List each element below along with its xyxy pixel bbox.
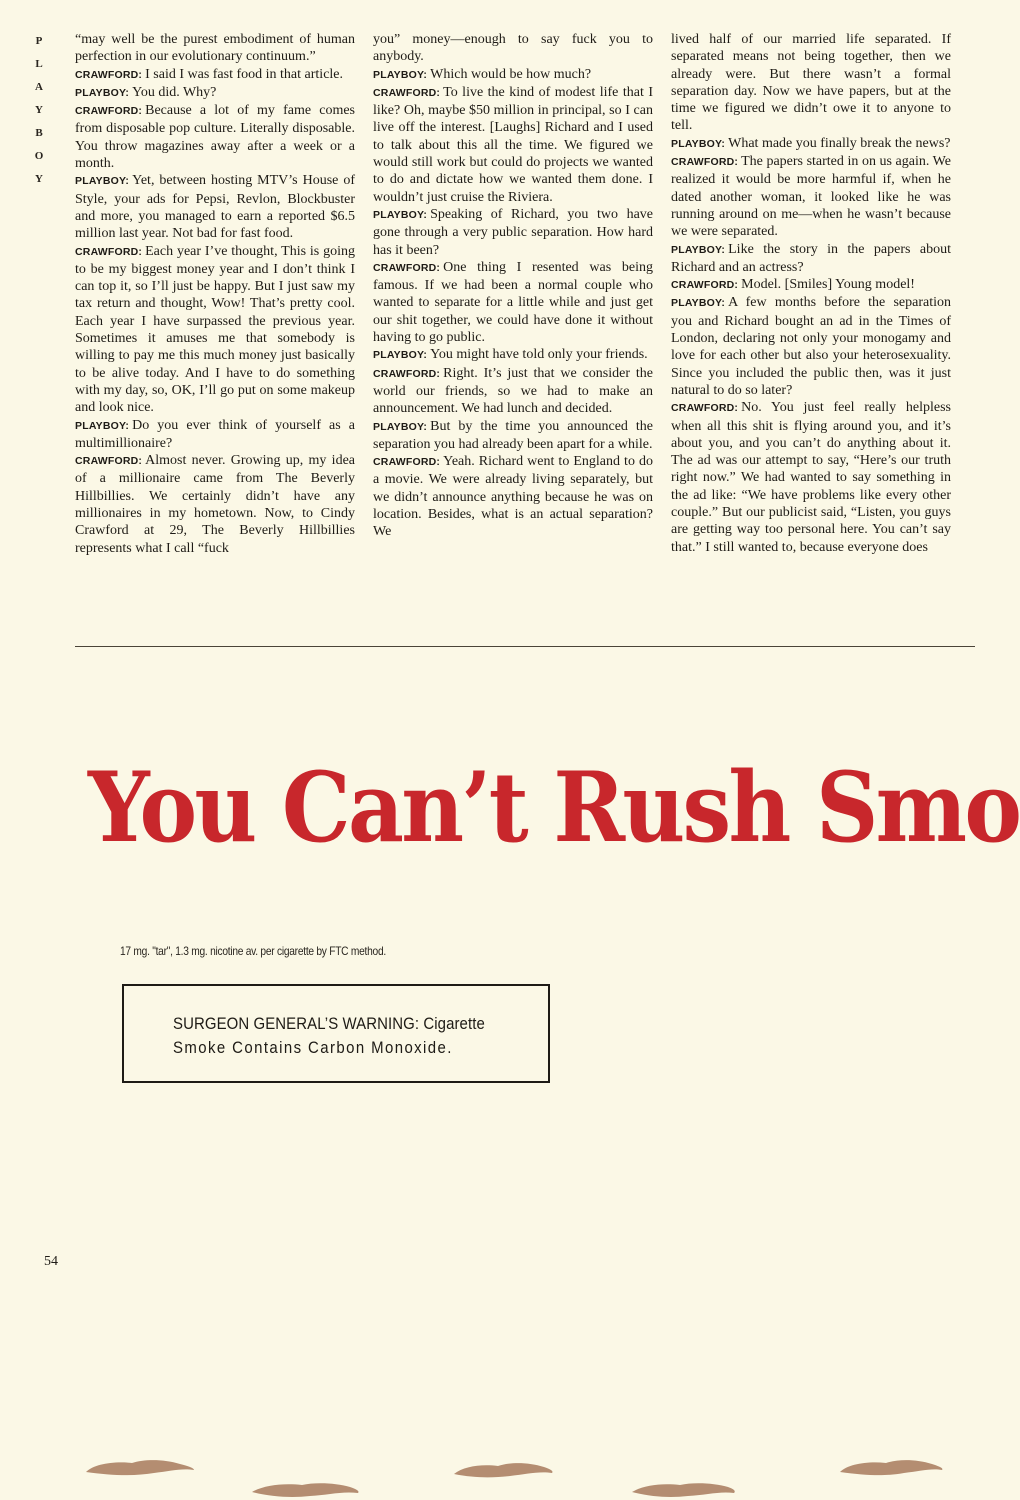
speaker-label: CRAWFORD:: [75, 455, 143, 468]
paragraph-text: Right. It’s just that we consider the world our friends, so we had to make an announcement. We had lunch and decided.: [373, 365, 653, 417]
article-paragraph: [373, 84, 653, 206]
article-paragraph: [373, 66, 653, 84]
speaker-label: CRAWFORD:: [373, 86, 441, 99]
magazine-title-letter: B: [35, 127, 43, 139]
article-column-2: [373, 31, 653, 639]
paragraph-text: “may well be the purest embodiment of human perfection in our evolutionary continuum.”: [75, 32, 355, 65]
paragraph-text: Each year I’ve thought, This is going to be my biggest money year and I don’t think I can top it, so I’ll just be happy. But I just saw my tax return and thought, Wow! That’s pretty cool. Each year I have surpassed the previous year. Sometimes it amuses me that somebody is willing to pay me this much money just basically to be alive today. And I have to do something with my day, so, OK, I’ll go put on some makeup and look nice.: [75, 243, 355, 416]
paragraph-text: Do you ever think of yourself as a multimillionaire?: [75, 417, 355, 451]
smoke-puff-icon: [838, 1456, 946, 1478]
article-paragraph: [75, 102, 355, 172]
paragraph-text: lived half of our married life separated. If separated means not being together, then we already were. But there wasn’t a formal separation day. Now we have papers, but at the time we figured we didn’t owe it to anyone to tell.: [671, 32, 951, 134]
paragraph-text: Like the story in the papers about Richard and an actress?: [671, 241, 951, 275]
surgeon-general-warning: [122, 984, 550, 1083]
speaker-label: CRAWFORD:: [671, 156, 739, 169]
paragraph-text: I said I was fast food in that article.: [145, 66, 344, 82]
speaker-label: PLAYBOY:: [373, 68, 428, 81]
speaker-label: CRAWFORD:: [75, 68, 143, 81]
paragraph-text: You did. Why?: [132, 84, 217, 100]
speaker-label: PLAYBOY:: [671, 137, 726, 150]
magazine-title-letter: Y: [35, 104, 43, 116]
speaker-label: CRAWFORD:: [373, 261, 441, 274]
speaker-label: PLAYBOY:: [373, 420, 428, 433]
speaker-label: PLAYBOY:: [75, 419, 130, 432]
vertical-magazine-title: [30, 30, 48, 191]
paragraph-text: A few months before the separation you and Richard bought an ad in the Times of London, declaring not only your monogamy and love for each other but also your heterosexuality. Since you included the public then, was it just natural to do so later?: [671, 295, 951, 398]
speaker-label: CRAWFORD:: [671, 402, 739, 415]
speaker-label: PLAYBOY:: [373, 349, 428, 362]
paragraph-text: Almost never. Growing up, my idea of a millionaire came from The Beverly Hillbillies. We certainly didn’t have any millionaires in my hometown. Now, to Cindy Crawford at 29, The Beverly Hillbillies represents what I call “fuck: [75, 453, 355, 556]
smoke-puff-icon: [250, 1478, 362, 1500]
paragraph-text: Yet, between hosting MTV’s House of Style, your ads for Pepsi, Revlon, Blockbuster and more, you managed to earn a reported $6.5 million last year. Not bad for fast food.: [75, 173, 355, 242]
tar-nicotine-line: 17 mg. "tar", 1.3 mg. nicotine av. per cigarette by FTC method.: [120, 944, 386, 958]
speaker-label: PLAYBOY:: [671, 243, 726, 256]
article-paragraph: [373, 418, 653, 454]
article-paragraph: [75, 31, 355, 66]
paragraph-text: No. You just feel really helpless when all this shit is flying around you, and it’s about you, and you can’t do anything about it. The ad was our attempt to say, “Here’s our truth right now.” We had wanted to say something in the ad like: “We have problems like every other couple.” But our publicist said, “Listen, you guys are getting way too personal here. You can’t say that.” I still wanted to, because everyone does: [671, 400, 951, 555]
paragraph-text: One thing I resented was being famous. If we had been a normal couple who wanted to separate for a little while and just get our shit together, we could have done it without having to go public.: [373, 259, 653, 346]
paragraph-text: To live the kind of modest life that I like? Oh, maybe $50 million in principal, so I can live off the interest. [Laughs] Richard and I used to talk about this all the time. We figured we would still work but could do projects we wanted to do and dictate how we wanted them done. I wouldn’t just cruise the Riviera.: [373, 84, 653, 205]
speaker-label: CRAWFORD:: [75, 245, 143, 258]
magazine-title-letter: O: [34, 150, 44, 162]
article-paragraph: [75, 417, 355, 453]
article-paragraph: [671, 399, 951, 556]
speaker-label: CRAWFORD:: [671, 279, 739, 292]
paragraph-text: What made you finally break the news?: [728, 135, 951, 151]
article-paragraph: [75, 243, 355, 417]
article-paragraph: [75, 66, 355, 84]
article-paragraph: [373, 365, 653, 418]
section-divider: [75, 646, 975, 647]
article-paragraph: [373, 206, 653, 259]
warning-line-1: SURGEON GENERAL’S WARNING: Cigarette: [173, 1014, 485, 1033]
magazine-title-letter: A: [35, 81, 43, 93]
paragraph-text: But by the time you announced the separation you had already been apart for a while.: [373, 418, 653, 452]
speaker-label: CRAWFORD:: [373, 456, 441, 469]
paragraph-text: Speaking of Richard, you two have gone through a very public separation. How hard has it been?: [373, 206, 653, 258]
article-columns: [75, 31, 951, 639]
article-paragraph: [373, 31, 653, 66]
article-paragraph: [373, 453, 653, 540]
paragraph-text: you” money—enough to say fuck you to anybody.: [373, 32, 653, 65]
article-paragraph: [75, 84, 355, 102]
smoke-puff-icon: [630, 1478, 738, 1500]
page-number: 54: [44, 1254, 58, 1269]
speaker-label: CRAWFORD:: [75, 105, 143, 118]
paragraph-text: Because a lot of my fame comes from disposable pop culture. Literally disposable. You throw magazines away after a week or a month.: [75, 103, 355, 172]
smoke-puff-icon: [452, 1458, 556, 1480]
article-paragraph: [373, 259, 653, 346]
speaker-label: PLAYBOY:: [75, 86, 130, 99]
article-paragraph: [75, 172, 355, 242]
paragraph-text: Yeah. Richard went to England to do a movie. We were already living separately, but we didn’t announce anything because he was on location. Besides, what is an actual separation? We: [373, 454, 653, 540]
ad-headline: You Can’t Rush Smo: [88, 751, 1020, 864]
smoke-puff-icon: [84, 1456, 196, 1478]
article-paragraph: [671, 153, 951, 240]
paragraph-text: You might have told only your friends.: [430, 347, 648, 363]
paragraph-text: Model. [Smiles] Young model!: [741, 277, 915, 293]
speaker-label: PLAYBOY:: [671, 297, 726, 310]
article-paragraph: [373, 346, 653, 364]
speaker-label: CRAWFORD:: [373, 367, 441, 380]
article-paragraph: [671, 31, 951, 135]
article-paragraph: [671, 135, 951, 153]
speaker-label: PLAYBOY:: [373, 208, 428, 221]
paragraph-text: The papers started in on us again. We realized it would be more harmful if, when he dated another woman, it looked like he was running around on me—when he wasn’t because we were separated.: [671, 154, 951, 240]
article-column-1: [75, 31, 355, 639]
magazine-title-letter: L: [35, 58, 43, 70]
magazine-title-letter: P: [35, 35, 43, 47]
paragraph-text: Which would be how much?: [430, 66, 592, 82]
warning-line-2: Smoke Contains Carbon Monoxide.: [173, 1038, 453, 1057]
article-paragraph: [75, 452, 355, 557]
magazine-title-letter: Y: [35, 173, 43, 185]
article-paragraph: [671, 241, 951, 277]
speaker-label: PLAYBOY:: [75, 175, 130, 188]
article-paragraph: [671, 294, 951, 399]
article-paragraph: [671, 276, 951, 294]
article-column-3: [671, 31, 951, 639]
